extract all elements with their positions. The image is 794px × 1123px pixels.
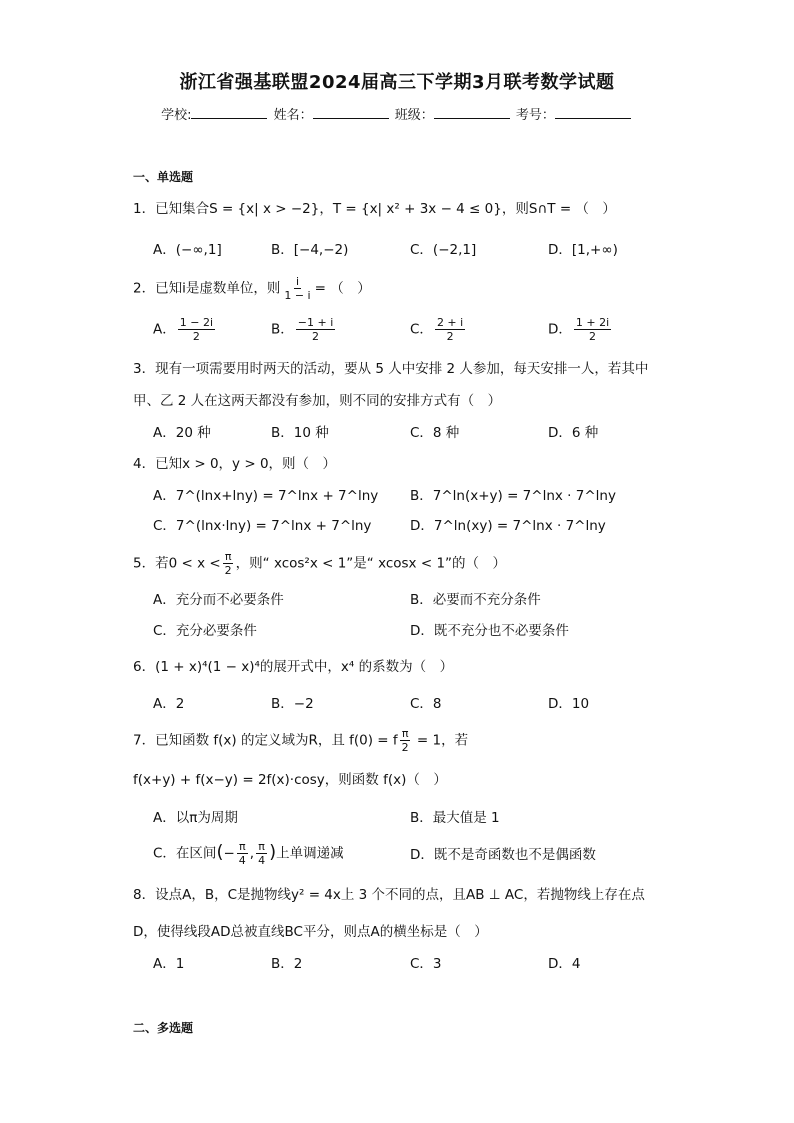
option-label: C．: [410, 321, 433, 338]
question-5-option-c[interactable]: C．充分必要条件: [153, 623, 257, 639]
question-3-stem-line-1: 3．现有一项需要用时两天的活动，要从 5 人中安排 2 人参加，每天安排一人，若其中: [133, 361, 649, 377]
school-blank[interactable]: [191, 106, 267, 119]
question-2-option-b[interactable]: [271, 316, 337, 343]
fraction-numerator: π: [238, 840, 246, 853]
question-3-option-b[interactable]: B．10 种: [271, 425, 329, 441]
fraction-denominator: 2: [224, 564, 232, 577]
interval-upper-fraction: [256, 840, 267, 867]
exam-title: 浙江省强基联盟2024届高三下学期3月联考数学试题: [179, 72, 615, 93]
question-7-option-b[interactable]: B．最大值是 1: [410, 810, 500, 826]
fraction-denominator: 4: [238, 854, 246, 867]
question-8-stem-line-2: D，使得线段AD总被直线BC平分，则点A的横坐标是（ ）: [133, 924, 488, 940]
fraction-numerator: π: [224, 550, 232, 563]
question-3-option-a[interactable]: A．20 种: [153, 425, 211, 441]
fraction-numerator: π: [258, 840, 265, 853]
fraction-denominator: 2: [401, 741, 409, 754]
option-label: D．: [548, 321, 572, 338]
question-2-stem-pre: 2．已知i是虚数单位，则: [133, 280, 281, 297]
question-1-option-c[interactable]: C．(−2,1]: [410, 242, 477, 258]
option-fraction: [296, 316, 335, 343]
question-5-fraction: [223, 550, 234, 577]
interval-lower-fraction: [237, 840, 248, 867]
question-3-option-c[interactable]: C．8 种: [410, 425, 460, 441]
question-2-stem: [133, 275, 371, 302]
question-8-option-b[interactable]: B．2: [271, 956, 303, 972]
question-5-option-a[interactable]: A．充分而不必要条件: [153, 592, 284, 608]
question-6-option-b[interactable]: B．−2: [271, 696, 314, 712]
option-label: B．: [271, 321, 294, 338]
question-2-fraction: [282, 275, 312, 302]
question-4-option-c[interactable]: C．7^(lnx·lny) = 7^lnx + 7^lny: [153, 518, 372, 534]
question-7-stem-pre: 7．已知函数 f(x) 的定义域为R，且 f(0) = f: [133, 732, 398, 749]
fraction-numerator: 1 + 2i: [575, 316, 610, 329]
name-label: 姓名：: [273, 108, 313, 123]
name-blank[interactable]: [313, 106, 389, 119]
question-2-option-a[interactable]: [153, 316, 217, 343]
option-text-pre: C．在区间: [153, 845, 217, 862]
question-3-option-d[interactable]: D．6 种: [548, 425, 599, 441]
question-6-stem: 6．(1 + x)⁴(1 − x)⁴的展开式中，x⁴ 的系数为（ ）: [133, 659, 454, 675]
class-blank[interactable]: [434, 106, 510, 119]
option-fraction: [574, 316, 611, 343]
question-5-option-d[interactable]: D．既不充分也不必要条件: [410, 623, 569, 639]
fraction-denominator: 1 − i: [284, 289, 311, 302]
question-1-option-d[interactable]: D．[1,+∞): [548, 242, 618, 258]
question-4-option-a[interactable]: A．7^(lnx+lny) = 7^lnx + 7^lny: [153, 488, 379, 504]
fraction-denominator: 2: [312, 330, 319, 343]
question-2-stem-post: = （ ）: [314, 280, 371, 297]
question-7-stem-post: = 1，若: [412, 732, 469, 749]
exam-no-blank[interactable]: [555, 106, 631, 119]
fraction-numerator: 2 + i: [436, 316, 464, 329]
fraction-numerator: 1 − 2i: [179, 316, 214, 329]
question-8-option-d[interactable]: D．4: [548, 956, 581, 972]
question-7-stem-line-2: f(x+y) + f(x−y) = 2f(x)·cosy，则函数 f(x)（ ）: [133, 772, 447, 788]
question-1-stem: 1．已知集合S = {x| x > −2}，T = {x| x² + 3x − 4 ≤ 0}，则S∩T = （ ）: [133, 201, 616, 217]
question-6-option-c[interactable]: C．8: [410, 696, 442, 712]
question-5-stem-post: ，则“ xcos²x < 1”是“ xcosx < 1”的（ ）: [235, 555, 507, 572]
question-1-option-a[interactable]: A．(−∞,1]: [153, 242, 222, 258]
school-label: 学校:: [161, 108, 192, 123]
question-8-stem-line-1: 8．设点A，B，C是抛物线y² = 4x上 3 个不同的点，且AB ⊥ AC，若抛物线上存在点: [133, 887, 645, 903]
exam-no-label: 考号：: [515, 108, 555, 123]
option-fraction: [435, 316, 465, 343]
fraction-denominator: 4: [258, 854, 266, 867]
question-4-stem: 4．已知x > 0，y > 0，则（ ）: [133, 456, 337, 472]
question-8-option-a[interactable]: A．1: [153, 956, 185, 972]
question-7-option-c[interactable]: C．在区间(− $\frac{\pi}{4}$ , $\frac{\pi}{4}$ )上单调递减: [153, 840, 344, 867]
question-5-stem-pre: 5．若0 < x <: [133, 555, 221, 572]
fraction-numerator: i: [295, 275, 299, 288]
question-2-option-c[interactable]: [410, 316, 467, 343]
question-5-option-b[interactable]: B．必要而不充分条件: [410, 592, 541, 608]
question-8-option-c[interactable]: C．3: [410, 956, 442, 972]
class-label: 班级：: [394, 108, 434, 123]
question-7-option-d[interactable]: D．既不是奇函数也不是偶函数: [410, 847, 596, 863]
fraction-denominator: 2: [589, 330, 597, 343]
question-1-option-b[interactable]: B．[−4,−2): [271, 242, 349, 258]
question-5-stem: [133, 550, 506, 577]
question-7-option-a[interactable]: A．以π为周期: [153, 810, 238, 826]
section-multiple-choice: 二、多选题: [133, 1021, 194, 1035]
option-text-post: 上单调递减: [276, 845, 344, 862]
option-label: A．: [153, 321, 176, 338]
fraction-numerator: −1 + i: [297, 316, 334, 329]
question-6-option-d[interactable]: D．10: [548, 696, 590, 712]
fraction-numerator: π: [401, 727, 409, 740]
question-6-option-a[interactable]: A．2: [153, 696, 185, 712]
option-fraction: [178, 316, 215, 343]
section-single-choice: 一、单选题: [133, 170, 194, 184]
fraction-denominator: 2: [446, 330, 454, 343]
fraction-denominator: 2: [192, 330, 200, 343]
question-4-option-d[interactable]: D．7^ln(xy) = 7^lnx · 7^lny: [410, 518, 606, 534]
question-7-fraction: [400, 727, 411, 754]
question-7-stem: [133, 727, 468, 754]
question-3-stem-line-2: 甲、乙 2 人在这两天都没有参加，则不同的安排方式有（ ）: [133, 393, 502, 409]
question-4-option-b[interactable]: B．7^ln(x+y) = 7^lnx · 7^lny: [410, 488, 616, 504]
student-info-line: [0, 104, 794, 123]
question-2-option-d[interactable]: [548, 316, 613, 343]
